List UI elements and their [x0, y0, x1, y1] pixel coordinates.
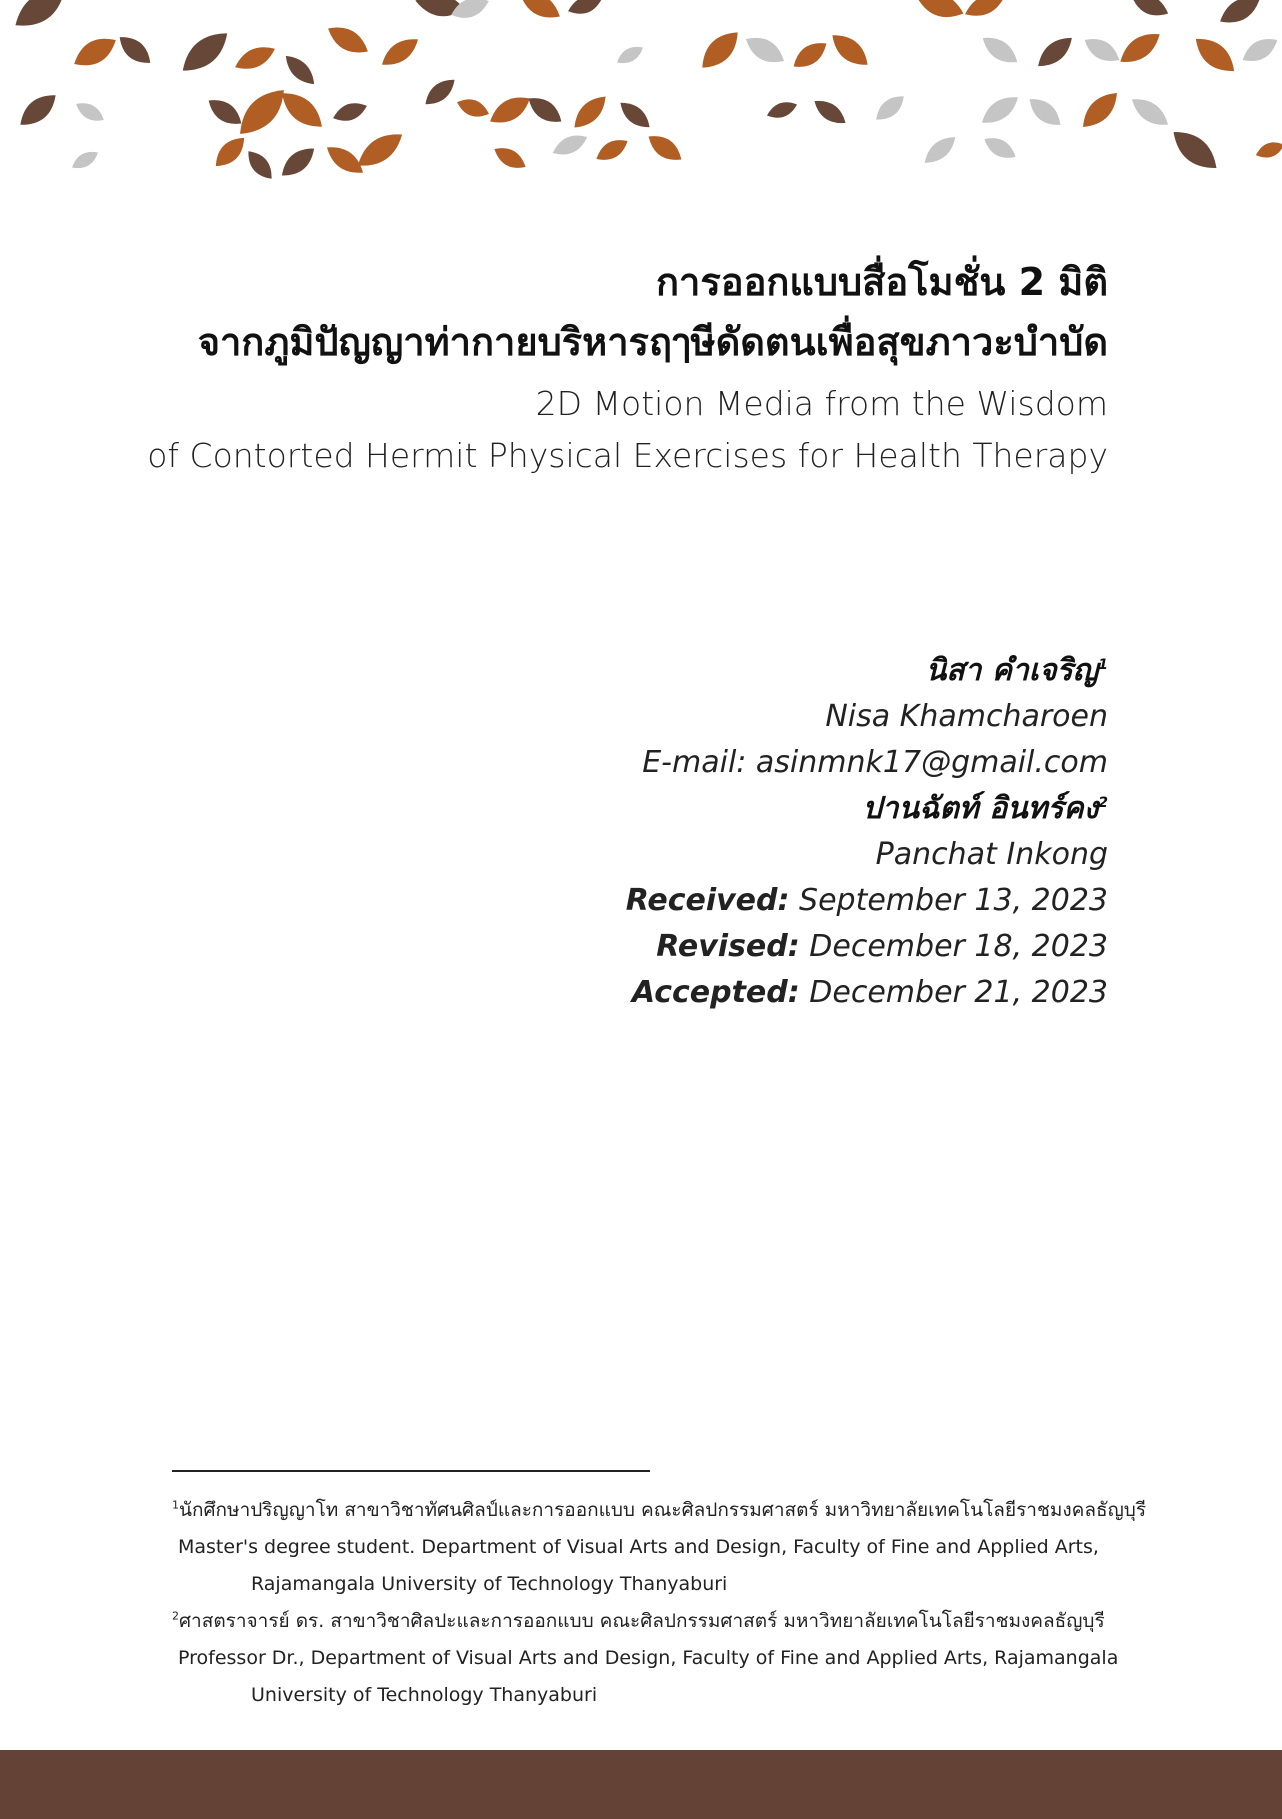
author-2-superscript: 2: [1098, 795, 1108, 811]
leaf-shape: [871, 90, 909, 125]
leaf-shape: [961, 0, 1008, 22]
leaf-shape: [73, 98, 108, 126]
leaf-shape: [209, 131, 250, 172]
leaf-shape: [69, 147, 101, 173]
leaf-shape: [614, 42, 646, 68]
author-2-english-name: Panchat Inkong: [875, 837, 1108, 872]
footnote-2-english-line-2: University of Technology Thanyaburi: [251, 1684, 598, 1706]
leaf-shape: [330, 98, 369, 125]
author-email[interactable]: E-mail: asinmnk17@gmail.com: [642, 745, 1108, 780]
revised-label: Revised:: [656, 929, 800, 964]
leaf-shape: [323, 20, 373, 60]
decorative-leaf-pattern: [0, 0, 1282, 190]
leaf-shape: [592, 134, 631, 166]
leaf-shape: [1115, 26, 1166, 70]
leaf-shape: [1127, 92, 1173, 132]
author-block: [408, 648, 1108, 1016]
revised-value: December 18, 2023: [809, 929, 1108, 964]
leaf-shape: [1215, 0, 1265, 30]
title-block: [108, 252, 1108, 482]
leaf-shape: [175, 24, 235, 80]
leaf-shape: [420, 74, 459, 111]
leaf-shape: [549, 130, 590, 161]
leaf-shape: [231, 81, 293, 143]
leaf-shape: [1238, 32, 1282, 68]
author-2-thai-text: ปานฉัตท์ อินทร์คง: [862, 791, 1099, 826]
leaf-shape: [276, 142, 320, 183]
footnote-2-thai-text: ศาสตราจารย์ ดร. สาขาวิชาศิลปะและการออกแบบ คณะศิลปกรรมศาสตร์ มหาวิทยาลัยเทคโนโลยีราชมงคลธัญบุรี: [179, 1610, 1105, 1632]
leaf-shape: [1032, 31, 1077, 73]
leaf-shape: [280, 50, 320, 90]
leaf-shape: [826, 28, 874, 73]
leaf-shape: [980, 132, 1019, 164]
received-date: [408, 878, 1108, 924]
leaf-shape: [920, 131, 961, 169]
accepted-date: [408, 970, 1108, 1016]
footnote-1-thai: [172, 1492, 1147, 1529]
leaf-shape: [1076, 86, 1124, 134]
leaf-shape: [14, 88, 62, 133]
thai-title-line-2: จากภูมิปัญญาท่ากายบริหารฤๅษีดัดตนเพื่อสุขภาวะบำบัด: [197, 320, 1108, 364]
accepted-value: December 21, 2023: [809, 975, 1108, 1010]
footnote-1-marker: 1: [172, 1498, 179, 1512]
leaf-shape: [1189, 31, 1241, 80]
leaf-shape: [695, 25, 746, 76]
leaf-shape: [231, 41, 278, 76]
leaf-shape: [810, 95, 850, 130]
leaf-shape: [69, 30, 122, 73]
leaf-shape: [1166, 123, 1224, 177]
footer-bar: [0, 1750, 1282, 1819]
leaf-shape: [1024, 92, 1066, 132]
footnote-2-english-line-1: Professor Dr., Department of Visual Arts and Design, Faculty of Fine and Applied Arts, Rajamangala: [178, 1647, 1119, 1669]
footnote-2-thai: [172, 1603, 1132, 1640]
author-2-thai-name: [408, 786, 1108, 832]
leaf-shape: [203, 93, 246, 131]
received-label: Received:: [625, 883, 790, 918]
leaf-shape: [788, 36, 831, 74]
author-1-english-name: Nisa Khamcharoen: [825, 699, 1108, 734]
leaf-shape: [1080, 32, 1124, 68]
leaf-shape: [515, 0, 565, 25]
leaf-shape: [568, 90, 612, 134]
leaf-shape: [114, 30, 156, 70]
footnote-divider: [172, 1470, 650, 1472]
english-title-line-2: of Contorted Hermit Physical Exercises for Health Therapy: [147, 436, 1108, 475]
received-value: September 13, 2023: [799, 883, 1108, 918]
leaf-shape: [977, 90, 1023, 130]
footnote-2-marker: 2: [172, 1609, 179, 1623]
leaf-shape: [615, 97, 654, 134]
leaf-shape: [485, 90, 535, 130]
leaf-shape: [741, 30, 789, 69]
leaf-shape: [1128, 0, 1172, 22]
thai-title-line-1: การออกแบบสื่อโมชั่น 2 มิติ: [655, 260, 1108, 304]
leaf-shape: [490, 142, 529, 174]
footnotes: [172, 1492, 1147, 1714]
footnote-1-thai-text: นักศึกษาปริญญาโท สาขาวิชาทัศนศิลป์และการออกแบบ คณะศิลปกรรมศาสตร์ มหาวิทยาลัยเทคโนโลยีราชมงคลธัญบุรี: [179, 1499, 1147, 1521]
footnote-1-english-line-2: Rajamangala University of Technology Thanyaburi: [251, 1573, 728, 1595]
leaf-shape: [242, 146, 277, 184]
leaf-shape: [978, 31, 1023, 70]
accepted-label: Accepted:: [631, 975, 800, 1010]
english-title-line-1: 2D Motion Media from the Wisdom: [535, 384, 1108, 423]
leaf-shape: [913, 0, 968, 24]
leaf-shape: [454, 95, 491, 122]
leaf-shape: [643, 129, 686, 167]
leaf-shape: [377, 32, 423, 72]
revised-date: [408, 924, 1108, 970]
leaf-shape: [765, 98, 800, 122]
footnote-1-english-line-1: Master's degree student. Department of Visual Arts and Design, Faculty of Fine and Applied Arts,: [178, 1536, 1099, 1558]
author-1-thai-name: [408, 648, 1108, 694]
author-1-superscript: 1: [1098, 657, 1108, 673]
author-1-thai-text: นิสา คำเจริญ: [925, 653, 1099, 688]
leaf-shape: [8, 0, 72, 36]
leaf-shape: [565, 0, 604, 19]
leaf-shape: [1254, 138, 1282, 161]
leaf-shape: [523, 91, 566, 129]
